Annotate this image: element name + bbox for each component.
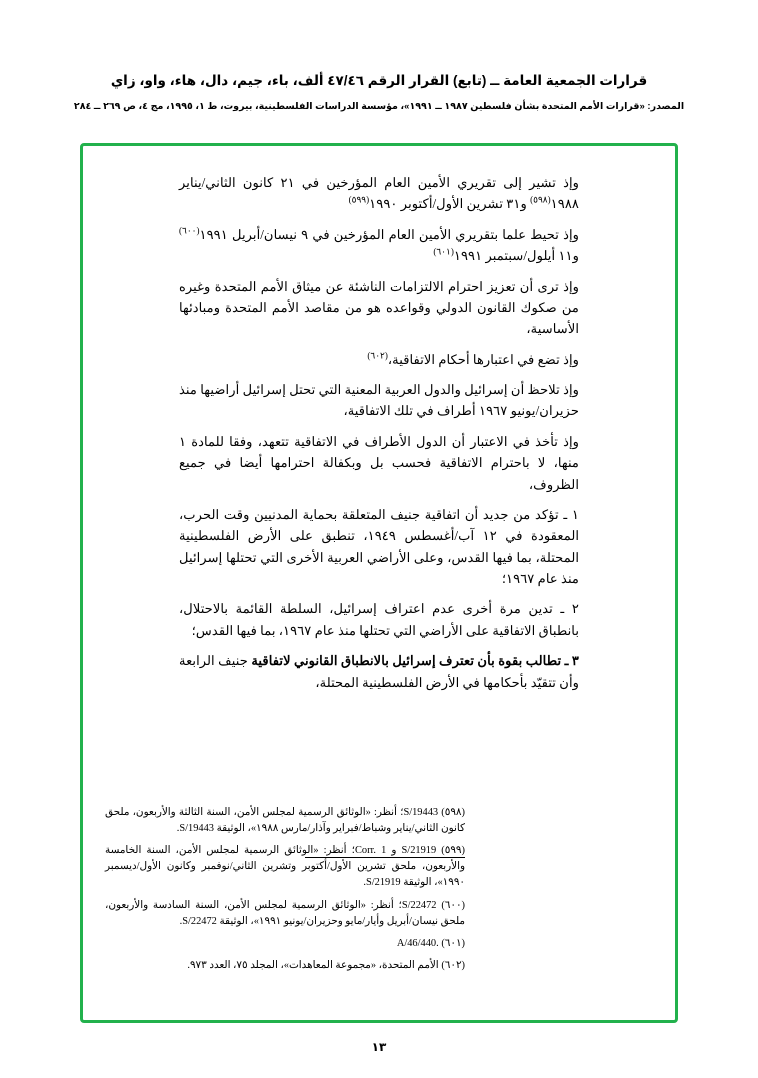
- paragraph-2-mid: و١١ أيلول/سبتمبر ١٩٩١: [453, 248, 579, 264]
- page-header: [0, 72, 758, 113]
- footnote-ref-599: (٥٩٩): [348, 194, 370, 205]
- paragraph-5: وإذ تلاحظ أن إسرائيل والدول العربية المعنية التي تحتل إسرائيل أراضيها منذ حزيران/يونيو ١٩٦٧ أطراف في تلك الاتفاقية،: [179, 382, 579, 419]
- footnote-601: [105, 936, 465, 952]
- operative-clause-3-text: جنيف الرابعة وأن تتقيّد بأحكامها في الأرض الفلسطينية المحتلة،: [179, 653, 579, 690]
- paragraph-1-mid: و٣١ تشرين الأول/أكتوبر ١٩٩٠: [369, 196, 527, 212]
- body-text: [179, 172, 579, 702]
- operative-clause-3: [179, 650, 579, 693]
- paragraph-6: وإذ تأخذ في الاعتبار أن الدول الأطراف في الاتفاقية تتعهد، وفقا للمادة ١ منها، لا باحترام الاتفاقية فحسب بل وبكفالة احترامها أيضا في جميع الظروف،: [179, 433, 579, 492]
- footnote-602: [105, 958, 465, 974]
- operative-clause-1: ١ ـ تؤكد من جديد أن اتفاقية جنيف المتعلقة بحماية المدنيين وقت الحرب، المعقودة في ١٢ آب/أغسطس ١٩٤٩، تنطبق على الأرض الفلسطينية المحتلة، بما فيها القدس، وعلى الأراضي العربية الأخرى التي تحتلها إسرائيل منذ عام ١٩٦٧؛: [179, 506, 579, 586]
- paragraph-2: [179, 224, 579, 267]
- paragraph-2-text: وإذ تحيط علما بتقريري الأمين العام المؤرخين في ٩ نيسان/أبريل ١٩٩١: [199, 226, 579, 242]
- footnote-ref-601: (٦٠١): [433, 246, 454, 257]
- operative-clause-2: ٢ ـ تدين مرة أخرى عدم اعتراف إسرائيل، السلطة القائمة بالاحتلال، بانطباق الاتفاقية على الأراضي التي تحتلها منذ عام ١٩٦٧، بما فيها القدس؛: [179, 601, 579, 638]
- footnote-599-marker: (٥٩٩): [441, 845, 465, 857]
- footnote-598-marker: (٥٩٨): [441, 806, 465, 818]
- footnote-602-text: الأمم المتحدة، «مجموعة المعاهدات»، المجلد ٧٥، العدد ٩٧٣.: [187, 959, 439, 971]
- paragraph-4-text: وإذ تضع في اعتبارها أحكام الاتفاقية،: [387, 351, 579, 367]
- footnote-598: [105, 805, 465, 837]
- footnote-ref-600: (٦٠٠): [179, 225, 200, 236]
- footnote-599-text: S/21919 و Corr. 1؛ أنظر: «الوثائق الرسمية لمجلس الأمن، السنة الخامسة والأربعون، ملحق تشرين الأول/أكتوبر وتشرين الثاني/نوفمبر وكانون الأول/ديسمبر ١٩٩٠»، الوثيقة S/21919.: [105, 845, 465, 889]
- footnote-600-marker: (٦٠٠): [441, 899, 465, 911]
- paragraph-1: [179, 172, 579, 215]
- paragraph-3: وإذ ترى أن تعزيز احترام الالتزامات الناشئة عن ميثاق الأمم المتحدة وغيره من صكوك القانون الدولي وقواعده هو من مقاصد الأمم المتحدة ومبادئها الأساسية،: [179, 278, 579, 337]
- paragraph-4: [179, 349, 579, 370]
- page-title: قرارات الجمعية العامة ــ (تابع) القرار الرقم ٤٧/٤٦ ألف، باء، جيم، دال، هاء، واو، زاي: [110, 73, 648, 88]
- source-line: المصدر: «قرارات الأمم المتحدة بشأن فلسطين ١٩٨٧ ــ ١٩٩١»، مؤسسة الدراسات الفلسطينية، بيروت، ط ١، ١٩٩٥، مج ٤، ص ٢٦٩ ــ ٢٨٤: [73, 100, 685, 112]
- footnote-601-text: A/46/440.: [396, 937, 439, 949]
- footnote-ref-598: (٥٩٨): [530, 194, 551, 205]
- footnote-601-marker: (٦٠١): [441, 937, 465, 949]
- footnotes: [105, 805, 465, 980]
- footnote-ref-602: (٦٠٢): [367, 350, 388, 361]
- paragraph-1-text: وإذ تشير إلى تقريري الأمين العام المؤرخين في ٢١ كانون الثاني/يناير ١٩٨٨: [179, 175, 579, 212]
- footnote-602-marker: (٦٠٢): [441, 959, 465, 971]
- footnote-600: [105, 898, 465, 930]
- page-number: ١٣: [371, 1040, 387, 1054]
- footnote-598-text: S/19443؛ أنظر: «الوثائق الرسمية لمجلس الأمن، السنة الثالثة والأربعون، ملحق كانون الثاني/يناير وشباط/فبراير وآذار/مارس ١٩٨٨»، الوثيقة S/19443.: [105, 806, 465, 834]
- footnote-599: [105, 843, 465, 891]
- footnote-600-text: S/22472؛ أنظر: «الوثائق الرسمية لمجلس الأمن، السنة السادسة والأربعون، ملحق نيسان/أبريل وأيار/مايو وحزيران/يونيو ١٩٩١»، الوثيقة S/22472.: [105, 899, 465, 927]
- content-frame: [80, 143, 678, 1023]
- operative-clause-3-lead: ٣ ـ تطالب بقوة بأن تعترف إسرائيل بالانطباق القانوني لاتفاقية: [251, 653, 580, 669]
